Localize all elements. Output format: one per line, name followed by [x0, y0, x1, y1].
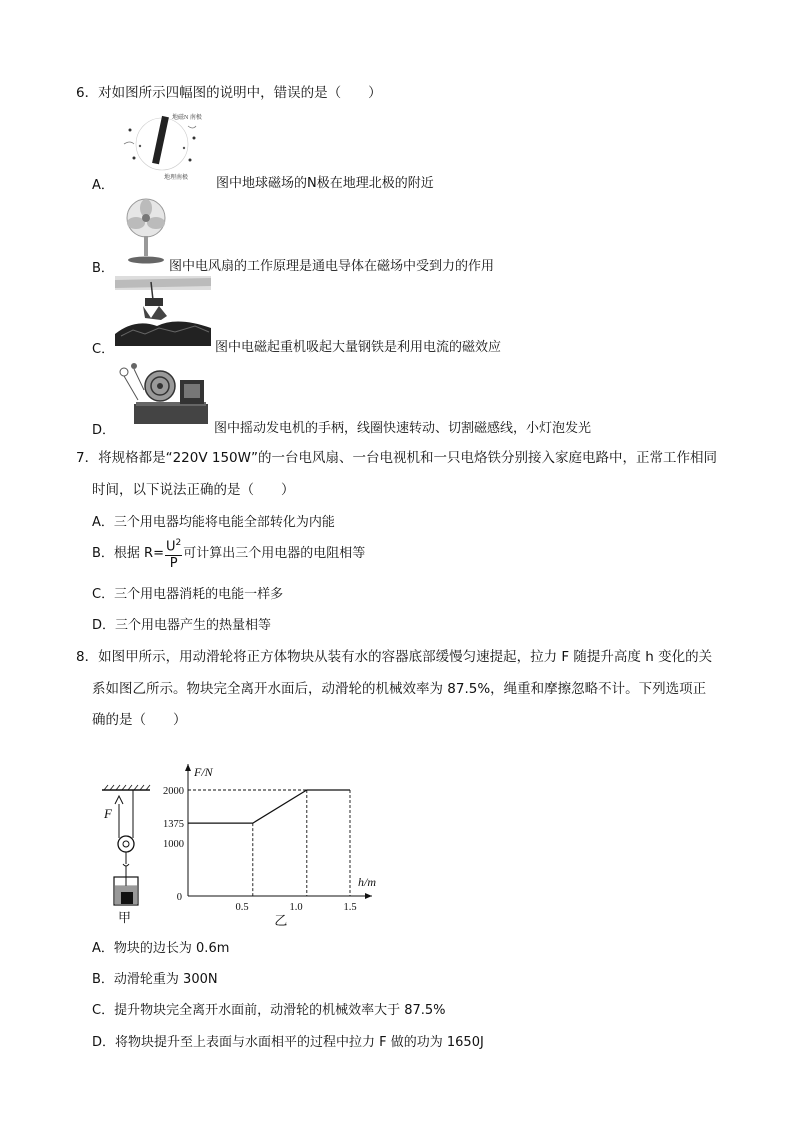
pic-label-south: 地理南极 — [164, 175, 189, 181]
electromagnetic-crane-image — [115, 276, 211, 346]
y-tick-label: 2000 — [163, 786, 184, 797]
hand-generator-image — [114, 360, 210, 428]
q8-option-c-letter: C． — [92, 1003, 115, 1018]
y-axis-label: F/N — [194, 765, 213, 779]
q6-stem: 6．对如图所示四幅图的说明中，错误的是（ ） — [76, 85, 382, 101]
q7-option-c[interactable] — [92, 583, 283, 602]
q8-option-b-letter: B． — [92, 972, 114, 987]
q6-option-a-text: 图中地球磁场的N极在地理北极的附近 — [216, 176, 434, 191]
force-label: F — [104, 806, 112, 821]
pic-label-north: 地磁N 南极 — [172, 115, 202, 121]
q6-option-b-text: 图中电风扇的工作原理是通电导体在磁场中受到力的作用 — [169, 259, 495, 274]
q8-option-c-text: 提升物块完全离开水面前，动滑轮的机械效率大于 87.5% — [114, 1003, 446, 1018]
q7-option-a[interactable] — [92, 511, 335, 530]
formula-exponent: 2 — [175, 538, 182, 548]
q7-option-d-letter: D． — [92, 618, 116, 633]
figure-jia-caption: 甲 — [118, 910, 132, 925]
q7-option-a-letter: A． — [92, 515, 114, 530]
q8-option-a[interactable] — [92, 937, 229, 956]
y-tick-label: 1000 — [163, 839, 184, 850]
q8-option-b[interactable] — [92, 968, 218, 987]
q7-option-d-text: 三个用电器产生的热量相等 — [115, 618, 272, 633]
q8-option-a-letter: A． — [92, 941, 114, 956]
q7-option-c-letter: C． — [92, 587, 115, 602]
q6-option-a[interactable] — [92, 174, 144, 193]
q8-option-c[interactable] — [92, 999, 446, 1018]
q8-stem-line2: 系如图乙所示。物块完全离开水面后，动滑轮的机械效率为 87.5%，绳重和摩擦忽略不计。下列选项正 — [92, 681, 707, 697]
q6-option-b-letter: B． — [92, 261, 114, 276]
q7-option-d[interactable] — [92, 614, 271, 633]
q6-option-b[interactable] — [92, 257, 144, 276]
q7-option-b-letter: B． — [92, 546, 114, 562]
q6-option-d-letter: D． — [92, 423, 116, 438]
y-axis-arrow — [185, 764, 191, 771]
x-tick-label: 1.5 — [343, 902, 357, 913]
q8-option-d-letter: D． — [92, 1035, 116, 1050]
y-tick-label: 1375 — [163, 819, 184, 831]
q7-stem-line1: 7．将规格都是“220V 150W”的一台电风扇、一台电视机和一只电烙铁分别接入家庭电路中，正常工作相同 — [76, 450, 717, 466]
formula-denominator: P — [169, 556, 178, 572]
earth-magnetism-image — [110, 108, 210, 184]
formula-numerator: U — [165, 539, 176, 555]
q6-option-d[interactable] — [92, 419, 144, 438]
figure-yi-caption: 乙 — [274, 913, 288, 928]
q7-stem-line2: 时间，以下说法正确的是（ ） — [92, 482, 295, 498]
resistance-formula-fraction — [165, 535, 182, 572]
q7-option-b-text-after: 可计算出三个用电器的电阻相等 — [183, 546, 366, 562]
x-tick-label: 0.5 — [235, 902, 249, 913]
q7-option-a-text: 三个用电器均能将电能全部转化为内能 — [113, 515, 335, 530]
q8-option-b-text: 动滑轮重为 300N — [113, 972, 218, 987]
q8-stem-line3: 确的是（ ） — [92, 712, 187, 728]
q6-option-d-text: 图中摇动发电机的手柄，线圈快速转动、切割磁感线，小灯泡发光 — [214, 421, 592, 436]
force-series-line — [188, 790, 350, 823]
q8-option-d[interactable] — [92, 1031, 484, 1050]
q6-option-a-letter: A． — [92, 178, 114, 193]
x-axis-arrow — [365, 893, 372, 899]
force-height-chart — [158, 760, 388, 932]
x-tick-label: 0 — [176, 892, 182, 903]
q8-option-a-text: 物块的边长为 0.6m — [113, 941, 230, 956]
q6-option-c-letter: C． — [92, 342, 115, 357]
q6-option-c[interactable] — [92, 338, 144, 357]
x-axis-label: h/m — [358, 875, 376, 889]
q7-option-b-text-before: 根据 R= — [113, 546, 164, 562]
q7-option-c-text: 三个用电器消耗的电能一样多 — [114, 587, 284, 602]
q7-option-b[interactable] — [92, 535, 365, 572]
x-tick-label: 1.0 — [289, 902, 303, 913]
q6-option-c-text: 图中电磁起重机吸起大量钢铁是利用电流的磁效应 — [215, 340, 502, 355]
q8-stem-line1: 8．如图甲所示，用动滑轮将正方体物块从装有水的容器底部缓慢匀速提起，拉力 F 随提升高度 h 变化的关 — [76, 649, 713, 665]
pulley-figure — [96, 782, 162, 930]
q8-option-d-text: 将物块提升至上表面与水面相平的过程中拉力 F 做的功为 1650J — [115, 1035, 484, 1050]
